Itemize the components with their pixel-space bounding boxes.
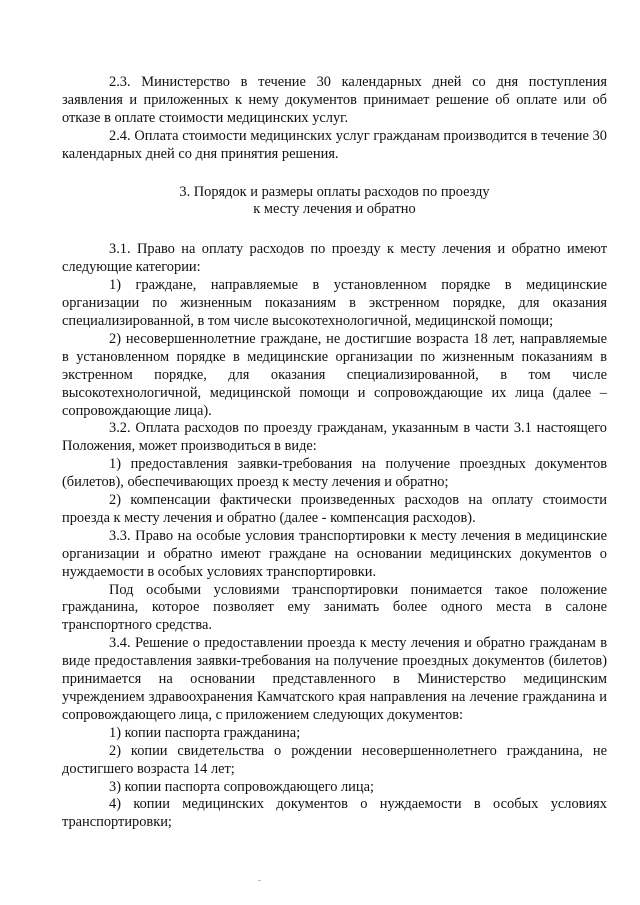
paragraph-2-4: 2.4. Оплата стоимости медицинских услуг гражданам производится в течение 30 календарных дней со дня принятия решения. <box>62 127 607 162</box>
section-heading-line-1: 3. Порядок и размеры оплаты расходов по проезду <box>179 183 490 200</box>
list-item-3-2-1: 1) предоставления заявки-требования на получение проездных документов (билетов), обеспечивающих проезд к месту лечения и обратно; <box>62 456 607 491</box>
paragraph-3-1: 3.1. Право на оплату расходов по проезду к месту лечения и обратно имеют следующие категории: <box>62 241 607 276</box>
paragraph-3-2: 3.2. Оплата расходов по проезду гражданам, указанным в части 3.1 настоящего Положения, может производиться в виде: <box>62 420 607 455</box>
list-item-3-1-1: 1) граждане, направляемые в установленном порядке в медицинские организации по жизненным показаниям в экстренном порядке, для оказания специализированной, в том числе высокотехнологичной, медицинской помощи; <box>62 277 607 329</box>
list-item-3-2-2: 2) компенсации фактически произведенных расходов на оплату стоимости проезда к месту лечения и обратно (далее - компенсация расходов). <box>62 492 607 526</box>
document-page <box>62 74 607 832</box>
page-footer-mark <box>258 880 261 881</box>
section-heading <box>62 184 607 220</box>
paragraph-transport-definition: Под особыми условиями транспортировки понимается такое положение гражданина, которое позволяет ему занимать более одного места в салоне транспортного средства. <box>62 581 607 634</box>
list-item-3-1-2: 2) несовершеннолетние граждане, не достигшие возраста 18 лет, направляемые в установленном порядке в медицинские организации по жизненным показаниям в экстренном порядке, для оказания специализированной, в том числе высокотехнологичной, медицинской помощи и сопровождающие их лица (далее – сопровождающие лица). <box>62 330 607 419</box>
list-item-3-4-4: 4) копии медицинских документов о нуждаемости в особых условиях транспортировки; <box>62 796 607 831</box>
list-item-3-4-1: 1) копии паспорта гражданина; <box>109 724 301 741</box>
section-heading-line-2: к месту лечения и обратно <box>253 201 416 218</box>
paragraph-2-3: 2.3. Министерство в течение 30 календарных дней со дня поступления заявления и приложенных к нему документов принимает решение об оплате или об отказе в оплате стоимости медицинских услуг. <box>62 74 607 126</box>
paragraph-3-4: 3.4. Решение о предоставлении проезда к месту лечения и обратно гражданам в виде предоставления заявки-требования на получение проездных документов (билетов) принимается на основании представленного в Министерство медицинским учреждением здравоохранения Камчатского края направления на лечение гражданина и сопровождающего лица, с приложением следующих документов: <box>62 635 607 723</box>
list-item-3-4-2: 2) копии свидетельства о рождении несовершеннолетнего гражданина, не достигшего возраста 14 лет; <box>62 742 607 777</box>
paragraph-3-3: 3.3. Право на особые условия транспортировки к месту лечения в медицинские организации и обратно имеют граждане на основании медицинских документов о нуждаемости в особых условиях транспортировки. <box>62 527 607 580</box>
list-item-3-4-3: 3) копии паспорта сопровождающего лица; <box>109 778 374 795</box>
